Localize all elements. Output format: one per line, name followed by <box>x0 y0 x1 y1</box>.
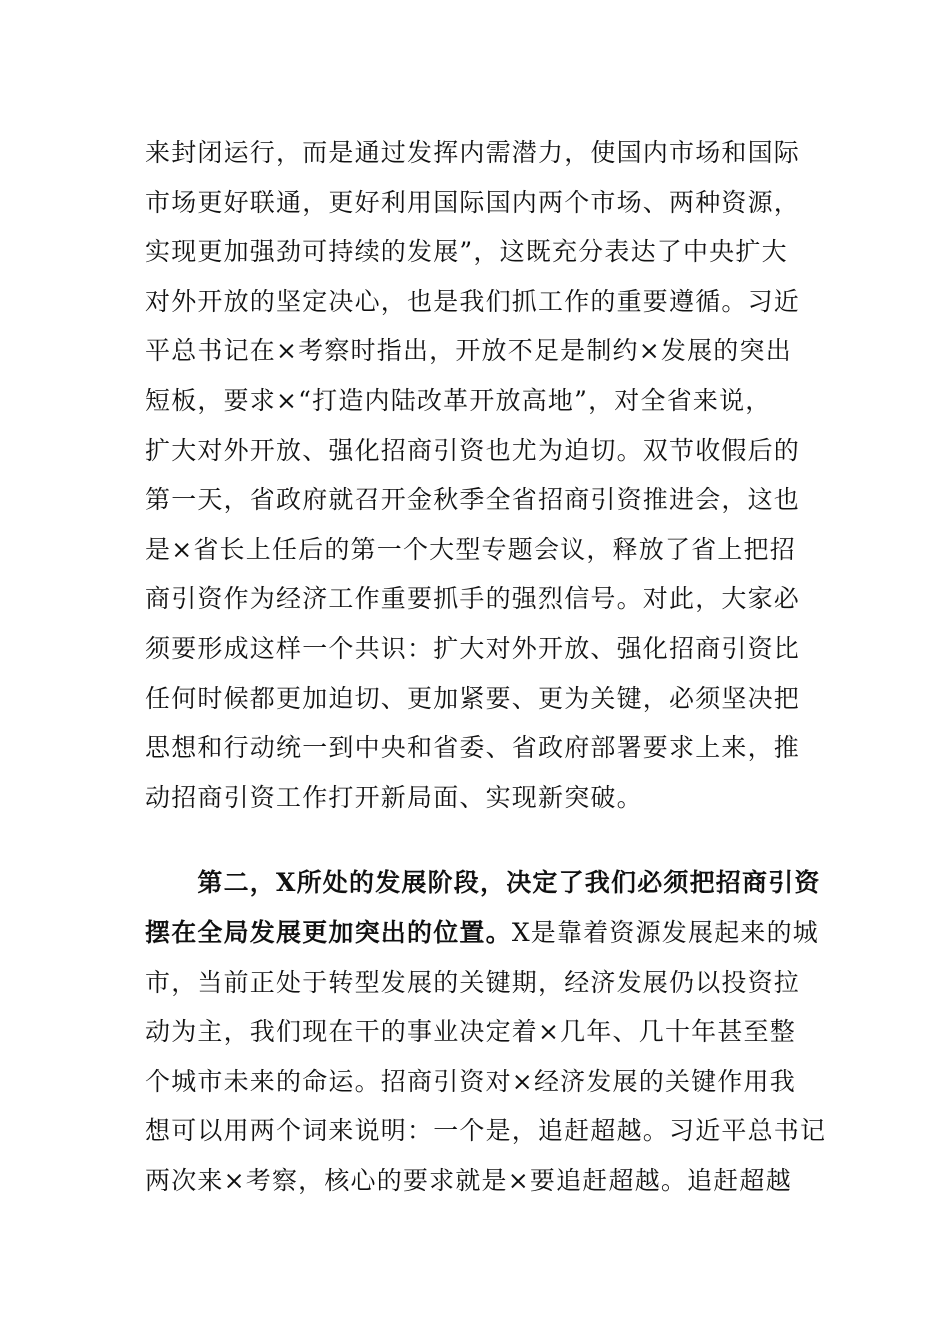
text-line: 思想和行动统一到中央和省委、省政府部署要求上来，推 <box>145 733 801 763</box>
text-line: 实现更加强劲可持续的发展”，这既充分表达了中央扩大 <box>145 237 788 267</box>
paragraph-2 <box>145 858 827 1205</box>
text-line: 动招商引资工作打开新局面、实现新突破。 <box>145 782 643 812</box>
text-line: 扩大对外开放、强化招商引资也尤为迫切。双节收假后的 <box>145 435 801 465</box>
section-heading-line: 第二，X所处的发展阶段，决定了我们必须把招商引资 <box>145 868 821 898</box>
text-line: 商引资作为经济工作重要抓手的强烈信号。对此，大家必 <box>145 584 801 614</box>
text-line: 平总书记在×考察时指出，开放不足是制约×发展的突出 <box>145 336 792 366</box>
text-line: 是×省长上任后的第一个大型专题会议，释放了省上把招 <box>145 534 796 564</box>
text-line: 第一天，省政府就召开金秋季全省招商引资推进会，这也 <box>145 485 801 515</box>
text-line: 个城市未来的命运。招商引资对×经济发展的关键作用我 <box>145 1066 796 1096</box>
paragraph-1 <box>145 128 807 822</box>
text-run: X是靠着资源发展起来的城 <box>511 917 820 947</box>
text-line: 想可以用两个词来说明：一个是，追赶超越。习近平总书记 <box>145 1116 827 1146</box>
text-line: 任何时候都更加迫切、更加紧要、更为关键，必须坚决把 <box>145 683 801 713</box>
text-line: 两次来×考察，核心的要求就是×要追赶超越。追赶超越 <box>145 1165 792 1195</box>
paragraph-gap <box>145 822 807 858</box>
text-line: 须要形成这样一个共识：扩大对外开放、强化招商引资比 <box>145 633 801 663</box>
section-heading-end: 摆在全局发展更加突出的位置。 <box>145 917 512 947</box>
text-line: 短板，要求×“打造内陆改革开放高地”，对全省来说， <box>145 385 772 415</box>
body-text <box>145 128 827 1205</box>
text-line: 市，当前正处于转型发展的关键期，经济发展仍以投资拉 <box>145 967 801 997</box>
text-line: 来封闭运行，而是通过发挥内需潜力，使国内市场和国际 <box>145 138 801 167</box>
text-line: 动为主，我们现在干的事业决定着×几年、几十年甚至整 <box>145 1017 796 1047</box>
text-line: 市场更好联通，更好利用国际国内两个市场、两种资源， <box>145 187 801 217</box>
text-line <box>145 908 820 958</box>
text-line: 对外开放的坚定决心，也是我们抓工作的重要遵循。习近 <box>145 286 801 316</box>
